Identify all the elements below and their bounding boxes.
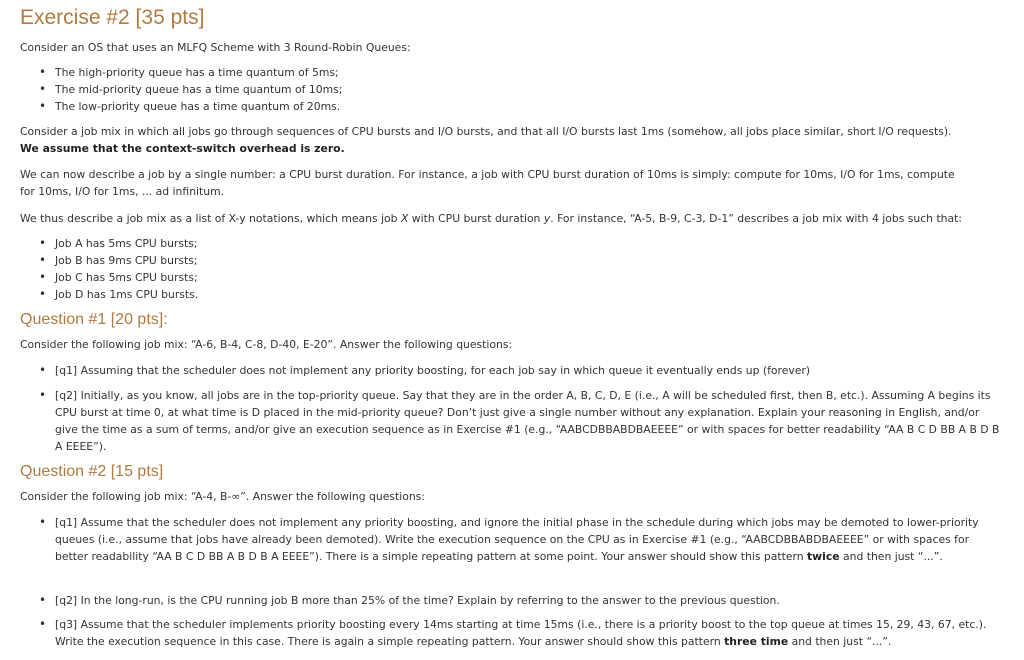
question-2-intro: Consider the following job mix: “A-4, B-∞”. Answer the following questions: <box>20 490 425 503</box>
item-bold-text: three time <box>724 635 789 648</box>
question-1-item: • [q2] Initially, as you know, all jobs are in the top-priority queue. Say that they are in the order A, B, C, D, E (i.e., A will be scheduled first, then B, etc.). Assuming A begins its CPU burst at time 0, at what time is D placed in the mid-priority queue? Don’t just give a single number without any explanation. Explain your reasoning in English, and/or give the time as a sum of terms, and/or give an execution sequence as in Exercise #1 (e.g., “AABCDBBABDBAEEEE” or with spaces for better readability “AA B C D BB A B D B A EEEE”). <box>55 387 1005 455</box>
describe-line-2: for 10ms, I/O for 1ms, ... ad infinitum. <box>20 184 225 198</box>
question-2-heading: Question #2 [15 pts] <box>20 463 164 480</box>
intro-paragraph: Consider an OS that uses an MLFQ Scheme with 3 Round-Robin Queues: <box>20 41 411 54</box>
assumption-text: We assume that the context-switch overhead is zero. <box>20 141 345 155</box>
question-1-intro: Consider the following job mix: “A-6, B-4, C-8, D-40, E-20”. Answer the following questions: <box>20 338 513 351</box>
job-item: • Job D has 1ms CPU bursts. <box>55 286 1005 303</box>
item-text: [q1] Assume that the scheduler does not implement any priority boosting, and ignore the initial phase in the schedule during which jobs may be demoted to lower-priority queues (i.e., assume that jobs have already been demoted). Write the execution sequence on the CPU as in Exercise #1 (e.g., “AABCDBBABDBAEEEE” or with spaces for better readability “AA B C D BB A B D B A EEEE”). There is a simple repeating pattern at some point. Your answer should show this pattern <box>55 516 979 563</box>
exercise-title: Exercise #2 [35 pts] <box>20 6 205 29</box>
describe-line-1: We can now describe a job by a single number: a CPU burst duration. For instance, a job with CPU burst duration of 10ms is simply: compute for 10ms, I/O for 1ms, compute <box>20 168 955 181</box>
queue-item: • The high-priority queue has a time quantum of 5ms; <box>55 64 1005 81</box>
question-2-item <box>55 616 1005 650</box>
question-2-item: • [q2] In the long-run, is the CPU running job B more than 25% of the time? Explain by referring to the answer to the previous question. <box>55 592 1005 609</box>
question-1-item: • [q1] Assuming that the scheduler does not implement any priority boosting, for each job say in which queue it eventually ends up (forever) <box>55 362 1005 379</box>
job-mix-paragraph <box>20 124 1010 157</box>
item-text: and then just “...”. <box>839 550 943 563</box>
notation-y: y <box>543 212 551 225</box>
queue-item: • The mid-priority queue has a time quantum of 10ms; <box>55 81 1005 98</box>
question-2-item <box>55 514 1005 565</box>
notation-text: with CPU burst duration <box>408 212 544 225</box>
question-1-heading: Question #1 [20 pts]: <box>20 311 168 328</box>
queue-item: • The low-priority queue has a time quantum of 20ms. <box>55 98 1005 115</box>
job-item: • Job C has 5ms CPU bursts; <box>55 269 1005 286</box>
job-item: • Job B has 9ms CPU bursts; <box>55 252 1005 269</box>
item-bold-text: twice <box>806 550 840 563</box>
item-text: and then just “...”. <box>788 635 892 648</box>
job-item: • Job A has 5ms CPU bursts; <box>55 235 1005 252</box>
describe-paragraph <box>20 167 1010 200</box>
notation-paragraph <box>20 211 1010 228</box>
job-mix-text: Consider a job mix in which all jobs go through sequences of CPU bursts and I/O bursts, and that all I/O bursts last 1ms (somehow, all jobs place similar, short I/O requests). <box>20 125 952 138</box>
notation-text: . For instance, “A-5, B-9, C-3, D-1” describes a job mix with 4 jobs such that: <box>550 212 963 225</box>
item-text: [q3] Assume that the scheduler implements priority boosting every 14ms starting at time 15ms (i.e., there is a priority boost to the top queue at times 15, 29, 43, 67, etc.). Write the execution sequence in this case. There is again a simple repeating pattern. Your answer should show this pattern <box>55 618 987 648</box>
notation-text: We thus describe a job mix as a list of X-y notations, which means job <box>20 212 401 225</box>
notation-x: X <box>400 212 409 225</box>
